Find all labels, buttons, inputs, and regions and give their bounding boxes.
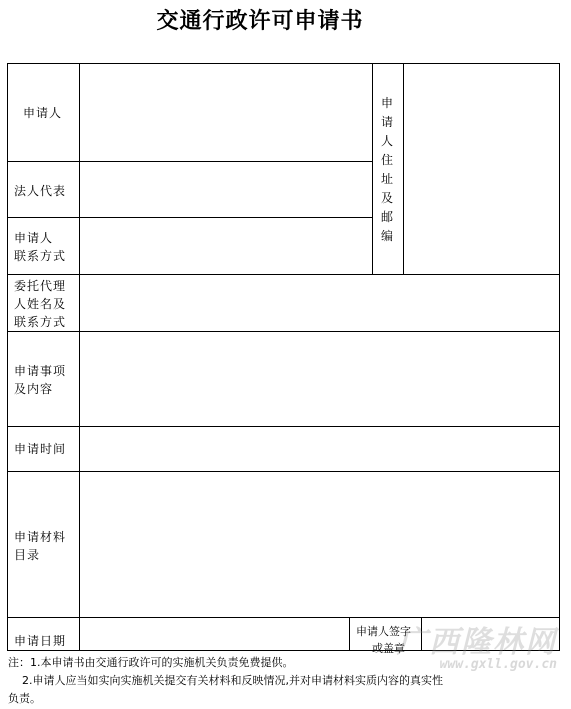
date-field[interactable] <box>80 618 349 650</box>
applicant-field[interactable] <box>80 64 372 161</box>
address-field[interactable] <box>404 64 559 274</box>
site-watermark <box>397 617 557 672</box>
matter-field[interactable] <box>80 332 559 426</box>
time-label: 申请时间 <box>14 442 67 456</box>
agent-field[interactable] <box>80 275 559 331</box>
contact-label: 申请人 联系方式 <box>14 231 67 263</box>
form-title: 交通行政许可申请书 <box>156 8 364 34</box>
agent-label: 委托代理 人姓名及 联系方式 <box>14 279 67 329</box>
watermark-url: www.gxll.gov.cn <box>439 657 557 672</box>
materials-field[interactable] <box>80 472 559 617</box>
applicant-label: 申请人 <box>23 106 63 120</box>
time-field[interactable] <box>80 427 559 471</box>
watermark-text: 广西隆林网 <box>397 625 557 660</box>
footnote-2: 2.申请人应当如实向实施机关提交有关材料和反映情况,并对申请材料实质内容的真实性 <box>22 674 443 687</box>
materials-label: 申请材料 目录 <box>14 530 67 562</box>
matter-label: 申请事项 及内容 <box>14 364 67 396</box>
column-divider <box>349 617 350 651</box>
address-label: 申 请 人 住 址 及 邮 编 <box>380 96 393 243</box>
column-divider <box>372 63 373 275</box>
contact-field[interactable] <box>80 218 372 274</box>
legal-rep-label: 法人代表 <box>14 184 67 198</box>
signature-label: 申请人签字 或盖章 <box>356 625 411 655</box>
legal-rep-field[interactable] <box>80 162 372 217</box>
date-label: 申请日期 <box>14 634 67 648</box>
footnote-1: 注：1.本申请书由交通行政许可的实施机关负责免费提供。 <box>8 656 294 669</box>
footnote-3: 负责。 <box>8 692 41 705</box>
